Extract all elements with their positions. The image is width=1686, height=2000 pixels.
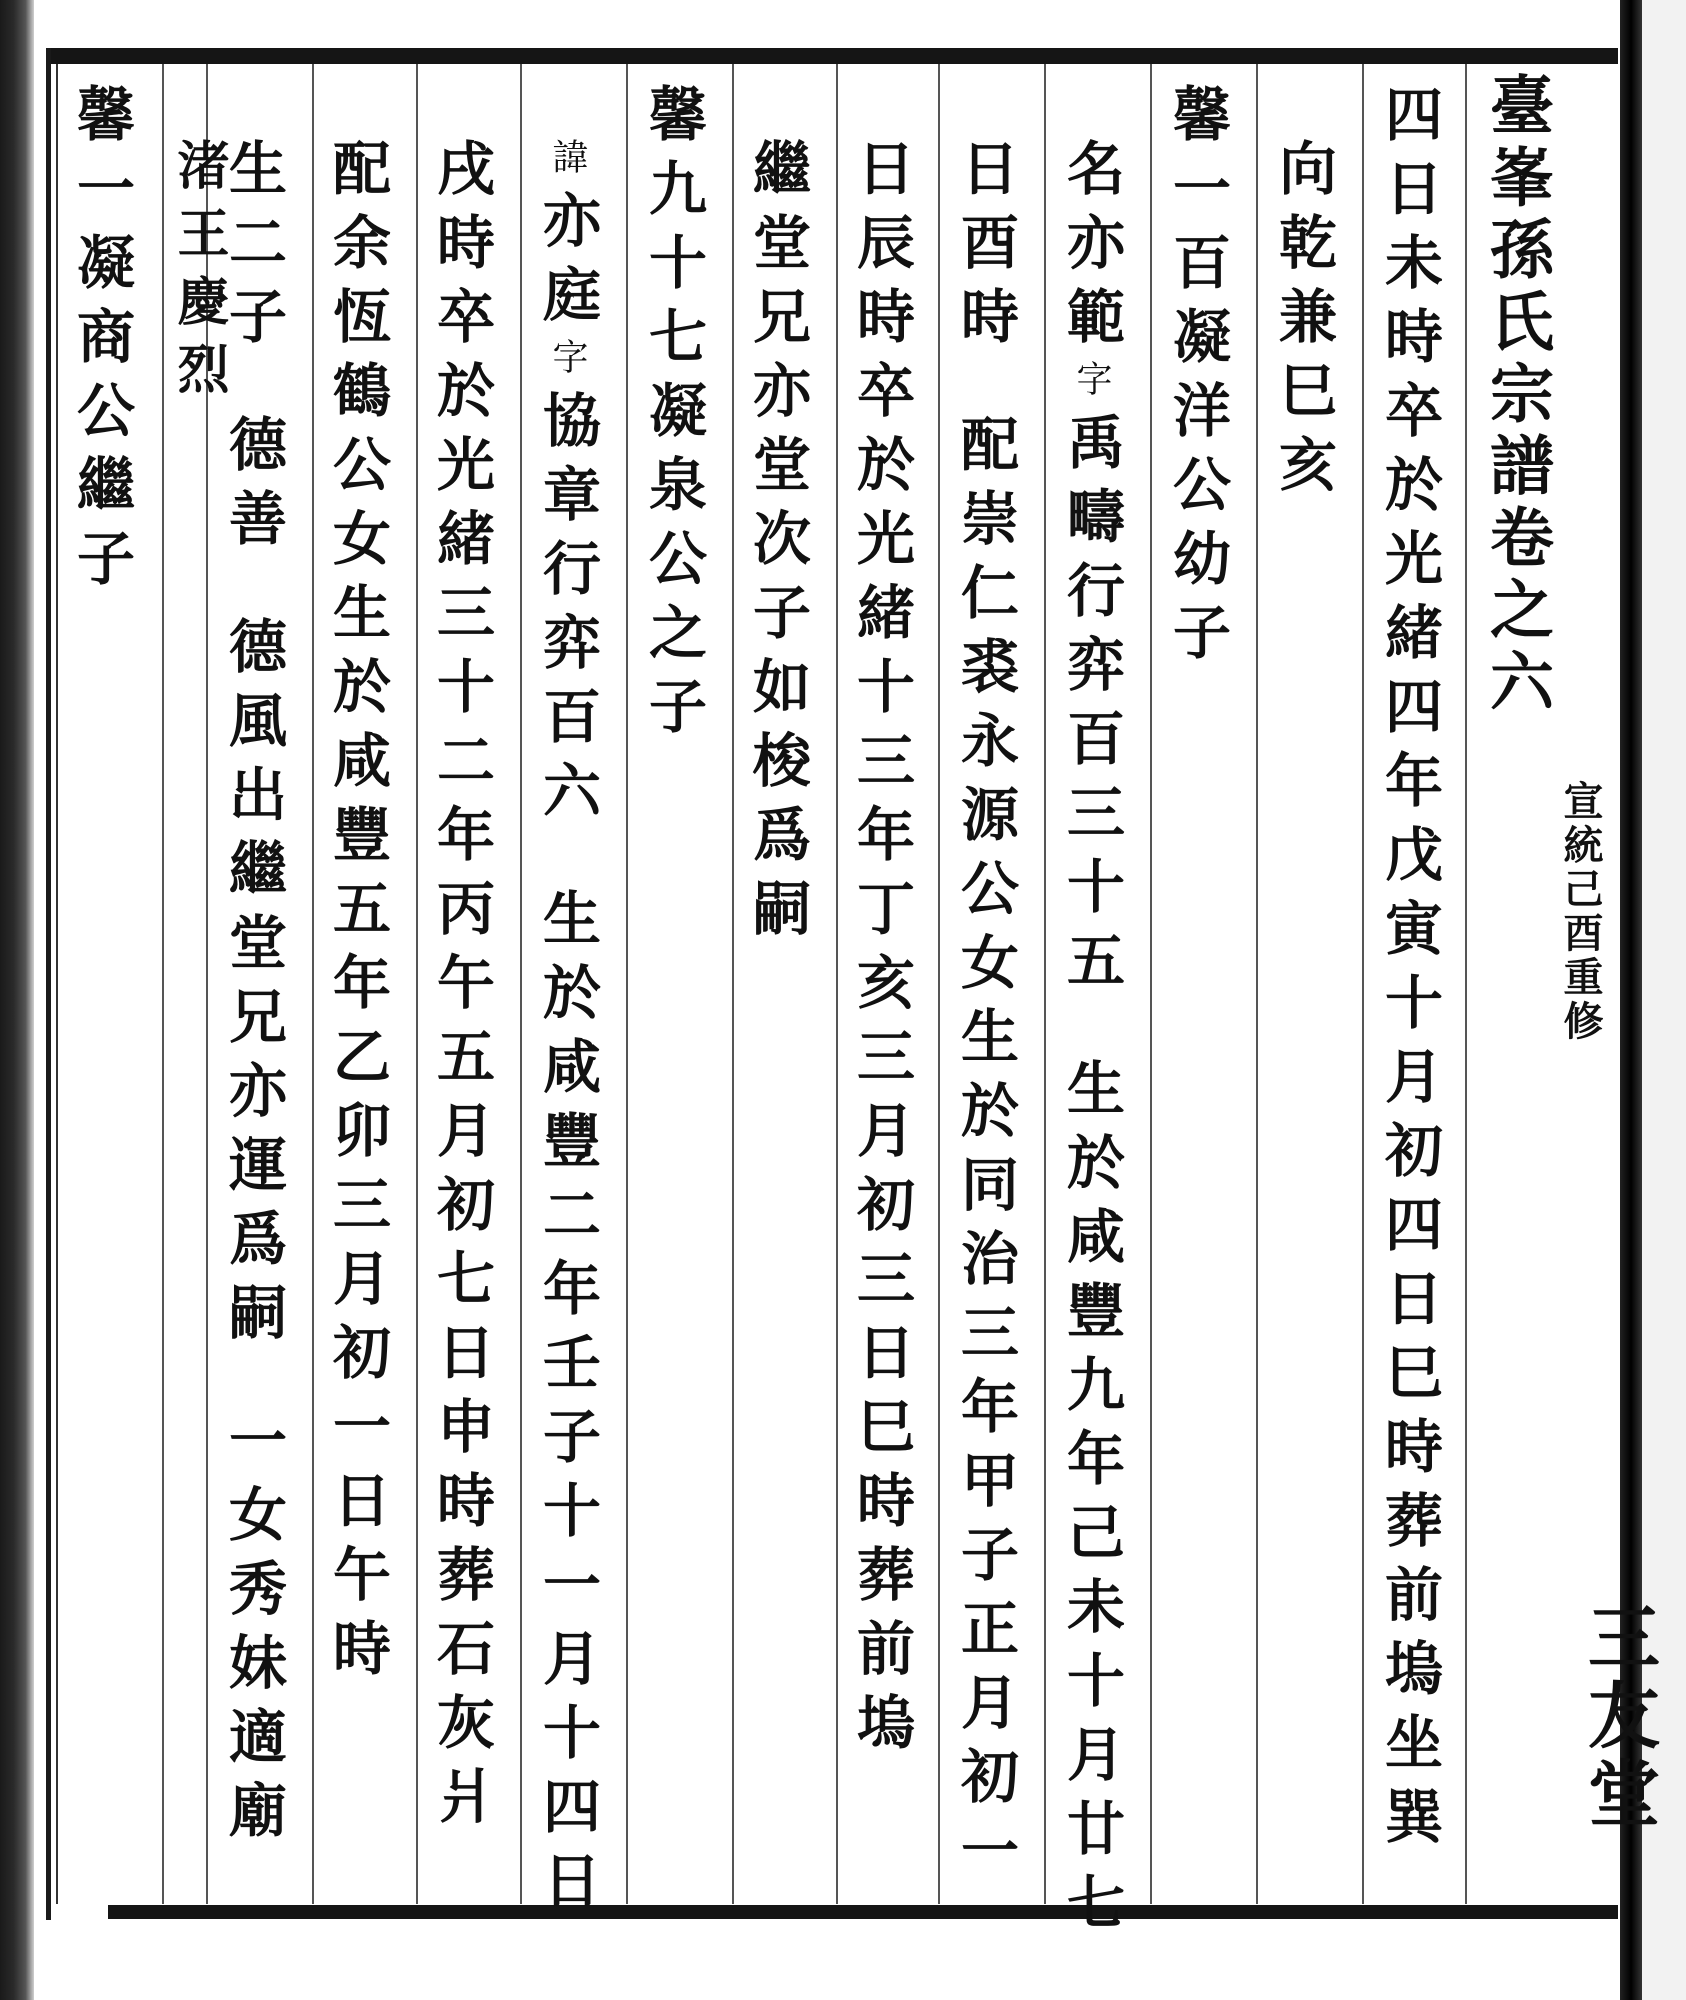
book-title: 臺峯孫氏宗譜卷之六 bbox=[1479, 72, 1554, 720]
column-rule bbox=[938, 64, 940, 1904]
hall-name: 三友堂 bbox=[1576, 1600, 1661, 1834]
text-column-8 bbox=[639, 84, 707, 750]
column-rule bbox=[416, 64, 418, 1904]
text-column-11 bbox=[323, 84, 391, 1692]
text-column-7 bbox=[743, 84, 811, 952]
entry-heading: 馨一百凝洋公幼子 bbox=[1163, 84, 1231, 676]
text-column-4 bbox=[1057, 84, 1125, 1946]
courtesy-name: 禹疇行弈百三十五 bbox=[1057, 412, 1125, 1004]
given-name: 亦範 bbox=[1057, 212, 1125, 360]
given-name: 亦庭 bbox=[533, 190, 601, 338]
name-label: 諱 bbox=[547, 138, 588, 190]
text-column-10 bbox=[427, 84, 495, 1840]
entry-heading: 馨一凝商公繼子 bbox=[67, 84, 135, 602]
column-text: 四日未時卒於光緒四年戊寅十月初四日巳時葬前塢坐巽 bbox=[1375, 84, 1443, 1860]
text-column-3 bbox=[1163, 84, 1231, 676]
reprint-note: 宣統己酉重修 bbox=[1557, 780, 1604, 1044]
column-rule bbox=[1465, 64, 1467, 1904]
column-text: 日辰時卒於光緒十三年丁亥三月初三日巳時葬前塢 bbox=[847, 138, 915, 1766]
frame-left-inner-border bbox=[56, 64, 58, 1904]
text-column-14 bbox=[67, 84, 135, 602]
son-name: 德善 bbox=[219, 414, 287, 562]
column-rule bbox=[162, 64, 164, 1904]
frame-bottom-border bbox=[108, 1905, 1618, 1919]
column-text: 繼堂兄亦堂次子如梭爲嗣 bbox=[743, 138, 811, 952]
courtesy-mark: 字 bbox=[1071, 360, 1112, 412]
column-rule bbox=[732, 64, 734, 1904]
text-column-2 bbox=[1269, 84, 1337, 508]
son-adoption-note: 德風出繼堂兄亦運爲嗣 bbox=[219, 616, 287, 1356]
column-text: 戌時卒於光緒三十二年丙午五月初七日申時葬石灰爿 bbox=[427, 138, 495, 1840]
column-rule bbox=[626, 64, 628, 1904]
column-rule bbox=[312, 64, 314, 1904]
text-column-13 bbox=[168, 84, 229, 410]
column-rule bbox=[1150, 64, 1152, 1904]
courtesy-name: 協章行弈百六 bbox=[533, 390, 601, 834]
courtesy-mark: 字 bbox=[547, 338, 588, 390]
name-label: 名 bbox=[1057, 138, 1125, 212]
column-rule bbox=[1256, 64, 1258, 1904]
text-column-9 bbox=[533, 84, 601, 1924]
children-count: 生二子 bbox=[219, 138, 287, 360]
column-text: 日酉時 bbox=[951, 138, 1019, 360]
spouse-record: 配余恆鶴公女生於咸豐五年乙卯三月初一日午時 bbox=[323, 138, 391, 1692]
column-text: 渚王慶烈 bbox=[168, 138, 229, 410]
entry-heading: 馨九十七凝泉公之子 bbox=[639, 84, 707, 750]
frame-left-border bbox=[46, 48, 51, 1920]
text-column-1 bbox=[1375, 84, 1443, 1860]
column-rule bbox=[836, 64, 838, 1904]
column-rule bbox=[1044, 64, 1046, 1904]
text-column-6 bbox=[847, 84, 915, 1766]
birth-record: 生於咸豐二年壬子十一月十四日 bbox=[533, 888, 601, 1924]
frame-top-border bbox=[46, 48, 1618, 64]
column-rule bbox=[520, 64, 522, 1904]
column-rule bbox=[1362, 64, 1364, 1904]
spouse-record: 配崇仁裘永源公女生於同治三年甲子正月初一 bbox=[951, 414, 1019, 1894]
scan-left-edge bbox=[0, 0, 34, 2000]
text-column-12 bbox=[219, 84, 287, 1854]
text-column-5 bbox=[951, 84, 1019, 1894]
column-text: 向乾兼巳亥 bbox=[1269, 138, 1337, 508]
daughter-note: 一女秀妹適廟 bbox=[219, 1410, 287, 1854]
birth-record: 生於咸豐九年己未十月廿七 bbox=[1057, 1058, 1125, 1946]
